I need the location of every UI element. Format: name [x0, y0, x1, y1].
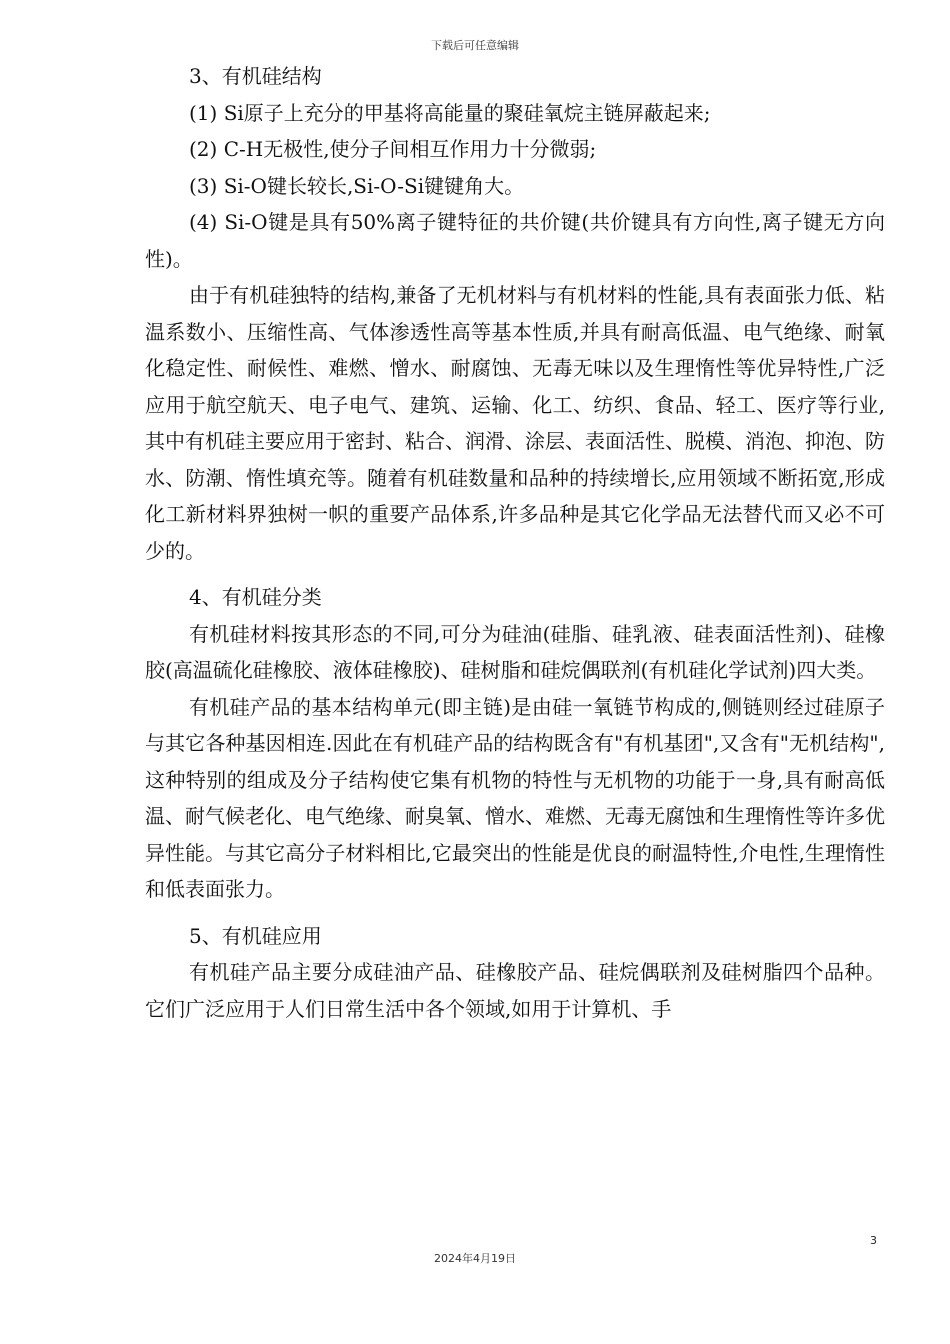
section-4-paragraph-1: 有机硅材料按其形态的不同,可分为硅油(硅脂、硅乳液、硅表面活性剂)、硅橡胶(高温硫化硅橡胶、液体硅橡胶)、硅树脂和硅烷偶联剂(有机硅化学试剂)四大类。	[145, 621, 885, 682]
section-3-paragraph: 由于有机硅独特的结构,兼备了无机材料与有机材料的性能,具有表面张力低、粘温系数小、压缩性高、气体渗透性高等基本性质,并具有耐高低温、电气绝缘、耐氧化稳定性、耐候性、难燃、憎水、耐腐蚀、无毒无味以及生理惰性等优异特性,广泛应用于航空航天、电子电气、建筑、运输、化工、纺织、食品、轻工、医疗等行业,其中有机硅主要应用于密封、粘合、润滑、涂层、表面活性、脱模、消泡、抑泡、防水、防潮、惰性填充等。随着有机硅数量和品种的持续增长,应用领域不断拓宽,形成化工新材料界独树一帜的重要产品体系,许多品种是其它化学品无法替代而又必不可少的。	[145, 283, 885, 563]
section-3-item-2: (2) C-H无极性,使分子间相互作用力十分微弱;	[189, 137, 597, 161]
page-number: 3	[870, 1234, 877, 1247]
section-3-item-4: (4) Si-O键是具有50%离子键特征的共价键(共价键具有方向性,离子键无方向性)。	[145, 210, 885, 271]
section-gap	[145, 908, 885, 918]
section-4-paragraph-2: 有机硅产品的基本结构单元(即主链)是由硅一氧链节构成的,侧链则经过硅原子与其它各种基因相连.因此在有机硅产品的结构既含有"有机基团",又含有"无机结构",这种特别的组成及分子结构使它集有机物的特性与无机物的功能于一身,具有耐高低温、耐气候老化、电气绝缘、耐臭氧、憎水、难燃、无毒无腐蚀和生理惰性等许多优异性能。与其它高分子材料相比,它最突出的性能是优良的耐温特性,介电性,生理惰性和低表面张力。	[145, 694, 885, 901]
document-body	[145, 58, 885, 1027]
section-5-paragraph-1: 有机硅产品主要分成硅油产品、硅橡胶产品、硅烷偶联剂及硅树脂四个品种。它们广泛应用于人们日常生活中各个领域,如用于计算机、手	[145, 960, 885, 1021]
section-3-item-3: (3) Si-O键长较长,Si-O-Si键键角大。	[189, 173, 525, 198]
page-footer-date: 2024年4月19日	[434, 1252, 516, 1265]
section-gap	[145, 569, 885, 579]
section-4-title: 4、有机硅分类	[189, 585, 322, 609]
page-header: 下载后可任意编辑	[431, 39, 519, 52]
section-3-title: 3、有机硅结构	[189, 64, 322, 88]
section-3-item-1: (1) Si原子上充分的甲基将高能量的聚硅氧烷主链屏蔽起来;	[189, 100, 711, 125]
section-5-title: 5、有机硅应用	[189, 923, 322, 948]
